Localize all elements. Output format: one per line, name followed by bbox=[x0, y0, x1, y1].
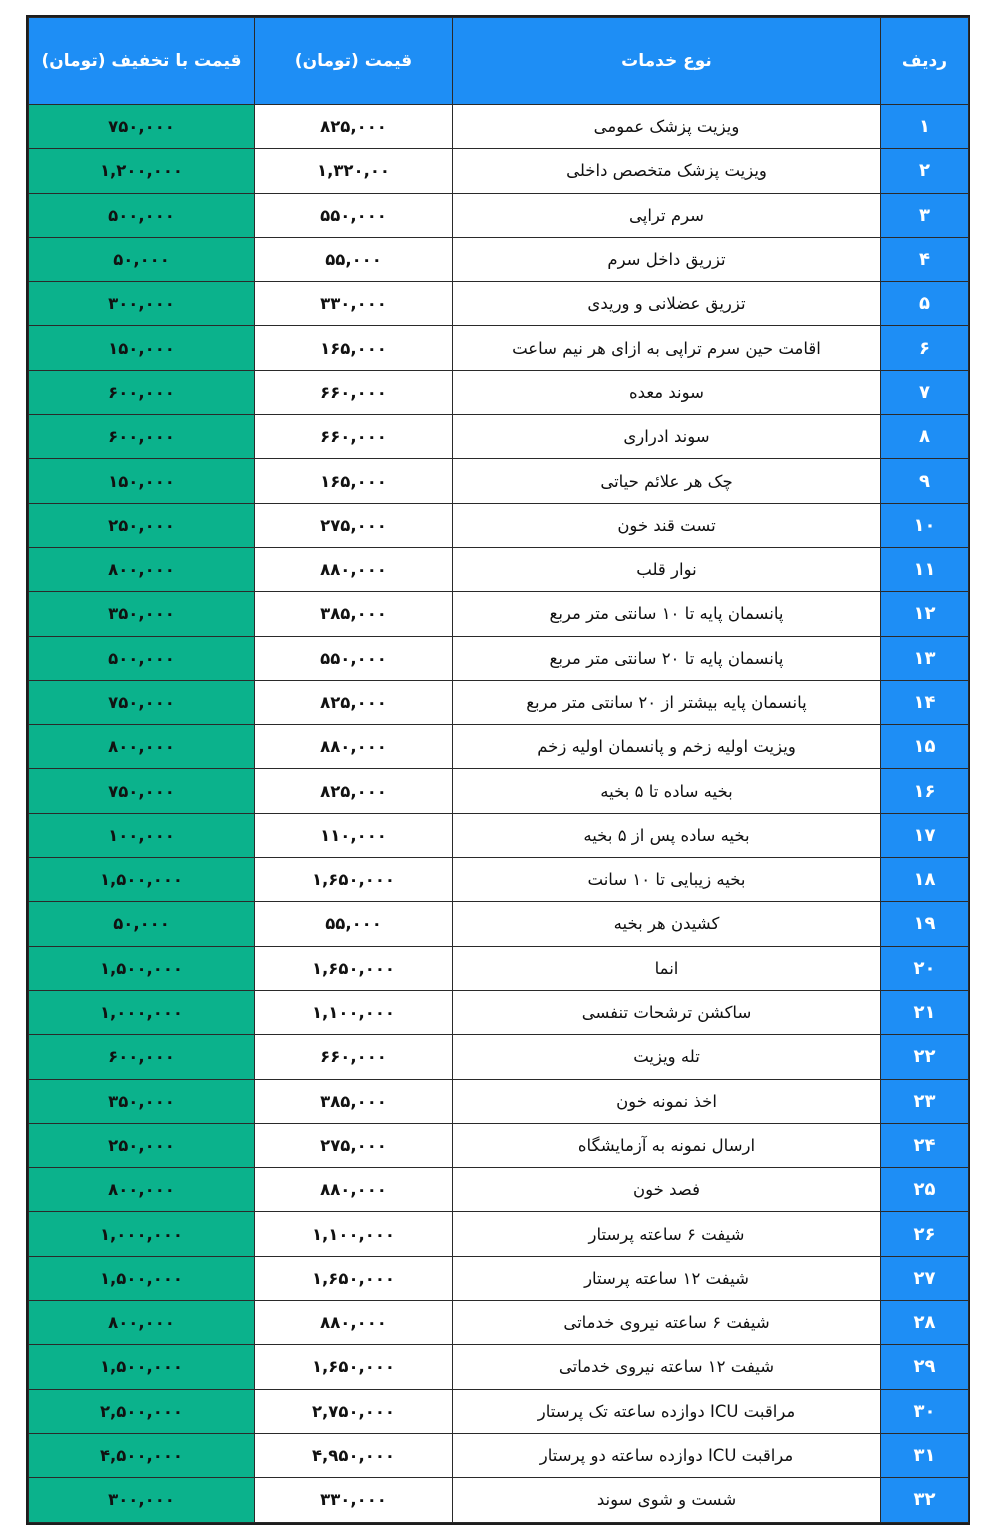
table-row bbox=[29, 725, 969, 769]
row-number-cell: ۱۱ bbox=[881, 547, 969, 591]
price-cell: ۱۱۰,۰۰۰ bbox=[255, 813, 453, 857]
row-number-cell: ۱ bbox=[881, 105, 969, 149]
table-row bbox=[29, 858, 969, 902]
price-cell: ۸۸۰,۰۰۰ bbox=[255, 547, 453, 591]
service-cell: فصد خون bbox=[453, 1168, 881, 1212]
row-number-cell: ۳۱ bbox=[881, 1433, 969, 1477]
row-number-cell: ۲۷ bbox=[881, 1256, 969, 1300]
service-cell: پانسمان پایه بیشتر از ۲۰ سانتی متر مربع bbox=[453, 680, 881, 724]
service-cell: تزریق عضلانی و وریدی bbox=[453, 282, 881, 326]
service-cell: اخذ نمونه خون bbox=[453, 1079, 881, 1123]
row-number-cell: ۷ bbox=[881, 370, 969, 414]
service-cell: ویزیت پزشک عمومی bbox=[453, 105, 881, 149]
price-cell: ۵۵۰,۰۰۰ bbox=[255, 193, 453, 237]
price-cell: ۲۷۵,۰۰۰ bbox=[255, 503, 453, 547]
discount-price-cell: ۵۰۰,۰۰۰ bbox=[29, 193, 255, 237]
service-cell: شیفت ۶ ساعته پرستار bbox=[453, 1212, 881, 1256]
service-cell: ویزیت اولیه زخم و پانسمان اولیه زخم bbox=[453, 725, 881, 769]
service-cell: ساکشن ترشحات تنفسی bbox=[453, 990, 881, 1034]
discount-price-cell: ۳۰۰,۰۰۰ bbox=[29, 1478, 255, 1522]
header-row-number: ردیف bbox=[881, 18, 969, 105]
discount-price-cell: ۸۰۰,۰۰۰ bbox=[29, 1168, 255, 1212]
row-number-cell: ۳۰ bbox=[881, 1389, 969, 1433]
discount-price-cell: ۸۰۰,۰۰۰ bbox=[29, 725, 255, 769]
discount-price-cell: ۱,۵۰۰,۰۰۰ bbox=[29, 1256, 255, 1300]
row-number-cell: ۲۹ bbox=[881, 1345, 969, 1389]
discount-price-cell: ۱۵۰,۰۰۰ bbox=[29, 459, 255, 503]
row-number-cell: ۳ bbox=[881, 193, 969, 237]
row-number-cell: ۱۴ bbox=[881, 680, 969, 724]
service-cell: شست و شوی سوند bbox=[453, 1478, 881, 1522]
price-cell: ۱۶۵,۰۰۰ bbox=[255, 326, 453, 370]
row-number-cell: ۲۰ bbox=[881, 946, 969, 990]
price-cell: ۸۲۵,۰۰۰ bbox=[255, 105, 453, 149]
price-cell: ۸۲۵,۰۰۰ bbox=[255, 769, 453, 813]
service-cell: انما bbox=[453, 946, 881, 990]
row-number-cell: ۶ bbox=[881, 326, 969, 370]
service-cell: تله ویزیت bbox=[453, 1035, 881, 1079]
price-cell: ۵۵,۰۰۰ bbox=[255, 902, 453, 946]
header-service-type: نوع خدمات bbox=[453, 18, 881, 105]
discount-price-cell: ۱۰۰,۰۰۰ bbox=[29, 813, 255, 857]
row-number-cell: ۱۲ bbox=[881, 592, 969, 636]
row-number-cell: ۹ bbox=[881, 459, 969, 503]
discount-price-cell: ۳۵۰,۰۰۰ bbox=[29, 592, 255, 636]
price-table-container bbox=[26, 15, 970, 1525]
price-cell: ۱,۳۲۰,۰۰ bbox=[255, 149, 453, 193]
discount-price-cell: ۷۵۰,۰۰۰ bbox=[29, 105, 255, 149]
price-cell: ۸۸۰,۰۰۰ bbox=[255, 1301, 453, 1345]
discount-price-cell: ۵۰,۰۰۰ bbox=[29, 902, 255, 946]
table-row bbox=[29, 946, 969, 990]
row-number-cell: ۳۲ bbox=[881, 1478, 969, 1522]
discount-price-cell: ۱,۰۰۰,۰۰۰ bbox=[29, 990, 255, 1034]
price-cell: ۳۸۵,۰۰۰ bbox=[255, 592, 453, 636]
service-cell: تزریق داخل سرم bbox=[453, 237, 881, 281]
price-cell: ۶۶۰,۰۰۰ bbox=[255, 415, 453, 459]
discount-price-cell: ۷۵۰,۰۰۰ bbox=[29, 680, 255, 724]
price-cell: ۱,۱۰۰,۰۰۰ bbox=[255, 1212, 453, 1256]
service-cell: چک هر علائم حیاتی bbox=[453, 459, 881, 503]
service-cell: سوند معده bbox=[453, 370, 881, 414]
row-number-cell: ۲ bbox=[881, 149, 969, 193]
price-cell: ۵۵,۰۰۰ bbox=[255, 237, 453, 281]
table-row bbox=[29, 990, 969, 1034]
table-row bbox=[29, 1212, 969, 1256]
discount-price-cell: ۳۰۰,۰۰۰ bbox=[29, 282, 255, 326]
table-row bbox=[29, 1345, 969, 1389]
service-cell: مراقبت ICU دوازده ساعته دو پرستار bbox=[453, 1433, 881, 1477]
price-table bbox=[28, 17, 969, 1523]
service-cell: ویزیت پزشک متخصص داخلی bbox=[453, 149, 881, 193]
price-cell: ۴,۹۵۰,۰۰۰ bbox=[255, 1433, 453, 1477]
table-row bbox=[29, 1123, 969, 1167]
service-cell: شیفت ۱۲ ساعته پرستار bbox=[453, 1256, 881, 1300]
table-row bbox=[29, 769, 969, 813]
price-cell: ۲,۷۵۰,۰۰۰ bbox=[255, 1389, 453, 1433]
service-cell: بخیه ساده تا ۵ بخیه bbox=[453, 769, 881, 813]
row-number-cell: ۱۷ bbox=[881, 813, 969, 857]
row-number-cell: ۲۱ bbox=[881, 990, 969, 1034]
discount-price-cell: ۳۵۰,۰۰۰ bbox=[29, 1079, 255, 1123]
row-number-cell: ۸ bbox=[881, 415, 969, 459]
service-cell: اقامت حین سرم تراپی به ازای هر نیم ساعت bbox=[453, 326, 881, 370]
price-cell: ۱۶۵,۰۰۰ bbox=[255, 459, 453, 503]
price-cell: ۱,۱۰۰,۰۰۰ bbox=[255, 990, 453, 1034]
table-row bbox=[29, 193, 969, 237]
service-cell: مراقبت ICU دوازده ساعته تک پرستار bbox=[453, 1389, 881, 1433]
service-cell: بخیه ساده پس از ۵ بخیه bbox=[453, 813, 881, 857]
row-number-cell: ۴ bbox=[881, 237, 969, 281]
service-cell: ارسال نمونه به آزمایشگاه bbox=[453, 1123, 881, 1167]
row-number-cell: ۲۴ bbox=[881, 1123, 969, 1167]
row-number-cell: ۱۶ bbox=[881, 769, 969, 813]
service-cell: شیفت ۶ ساعته نیروی خدماتی bbox=[453, 1301, 881, 1345]
service-cell: سرم تراپی bbox=[453, 193, 881, 237]
service-cell: پانسمان پایه تا ۱۰ سانتی متر مربع bbox=[453, 592, 881, 636]
row-number-cell: ۲۶ bbox=[881, 1212, 969, 1256]
discount-price-cell: ۸۰۰,۰۰۰ bbox=[29, 547, 255, 591]
table-row bbox=[29, 326, 969, 370]
price-cell: ۱,۶۵۰,۰۰۰ bbox=[255, 1345, 453, 1389]
discount-price-cell: ۸۰۰,۰۰۰ bbox=[29, 1301, 255, 1345]
row-number-cell: ۱۸ bbox=[881, 858, 969, 902]
table-row bbox=[29, 680, 969, 724]
header-row bbox=[29, 18, 969, 105]
table-row bbox=[29, 415, 969, 459]
price-cell: ۳۸۵,۰۰۰ bbox=[255, 1079, 453, 1123]
discount-price-cell: ۶۰۰,۰۰۰ bbox=[29, 370, 255, 414]
table-row bbox=[29, 1478, 969, 1522]
discount-price-cell: ۴,۵۰۰,۰۰۰ bbox=[29, 1433, 255, 1477]
discount-price-cell: ۲۵۰,۰۰۰ bbox=[29, 503, 255, 547]
table-row bbox=[29, 503, 969, 547]
service-cell: پانسمان پایه تا ۲۰ سانتی متر مربع bbox=[453, 636, 881, 680]
table-row bbox=[29, 1035, 969, 1079]
table-row bbox=[29, 459, 969, 503]
discount-price-cell: ۱,۰۰۰,۰۰۰ bbox=[29, 1212, 255, 1256]
price-cell: ۸۸۰,۰۰۰ bbox=[255, 1168, 453, 1212]
service-cell: سوند ادراری bbox=[453, 415, 881, 459]
table-row bbox=[29, 1079, 969, 1123]
price-cell: ۸۲۵,۰۰۰ bbox=[255, 680, 453, 724]
service-cell: بخیه زیبایی تا ۱۰ سانت bbox=[453, 858, 881, 902]
table-row bbox=[29, 370, 969, 414]
row-number-cell: ۱۰ bbox=[881, 503, 969, 547]
table-row bbox=[29, 1256, 969, 1300]
price-cell: ۶۶۰,۰۰۰ bbox=[255, 1035, 453, 1079]
price-cell: ۸۸۰,۰۰۰ bbox=[255, 725, 453, 769]
price-cell: ۳۳۰,۰۰۰ bbox=[255, 1478, 453, 1522]
row-number-cell: ۱۳ bbox=[881, 636, 969, 680]
discount-price-cell: ۵۰,۰۰۰ bbox=[29, 237, 255, 281]
row-number-cell: ۲۲ bbox=[881, 1035, 969, 1079]
row-number-cell: ۲۵ bbox=[881, 1168, 969, 1212]
discount-price-cell: ۱,۵۰۰,۰۰۰ bbox=[29, 1345, 255, 1389]
discount-price-cell: ۲۵۰,۰۰۰ bbox=[29, 1123, 255, 1167]
service-cell: کشیدن هر بخیه bbox=[453, 902, 881, 946]
table-row bbox=[29, 1389, 969, 1433]
discount-price-cell: ۱,۲۰۰,۰۰۰ bbox=[29, 149, 255, 193]
row-number-cell: ۱۹ bbox=[881, 902, 969, 946]
discount-price-cell: ۶۰۰,۰۰۰ bbox=[29, 415, 255, 459]
row-number-cell: ۲۸ bbox=[881, 1301, 969, 1345]
table-header bbox=[29, 18, 969, 105]
table-row bbox=[29, 1433, 969, 1477]
discount-price-cell: ۷۵۰,۰۰۰ bbox=[29, 769, 255, 813]
table-body bbox=[29, 105, 969, 1523]
discount-price-cell: ۱۵۰,۰۰۰ bbox=[29, 326, 255, 370]
discount-price-cell: ۱,۵۰۰,۰۰۰ bbox=[29, 946, 255, 990]
price-cell: ۶۶۰,۰۰۰ bbox=[255, 370, 453, 414]
table-row bbox=[29, 282, 969, 326]
price-cell: ۱,۶۵۰,۰۰۰ bbox=[255, 1256, 453, 1300]
table-row bbox=[29, 592, 969, 636]
table-row bbox=[29, 902, 969, 946]
service-cell: نوار قلب bbox=[453, 547, 881, 591]
row-number-cell: ۱۵ bbox=[881, 725, 969, 769]
table-row bbox=[29, 813, 969, 857]
table-row bbox=[29, 547, 969, 591]
table-row bbox=[29, 105, 969, 149]
table-row bbox=[29, 237, 969, 281]
row-number-cell: ۲۳ bbox=[881, 1079, 969, 1123]
table-row bbox=[29, 1168, 969, 1212]
header-price: قیمت (تومان) bbox=[255, 18, 453, 105]
price-cell: ۳۳۰,۰۰۰ bbox=[255, 282, 453, 326]
discount-price-cell: ۲,۵۰۰,۰۰۰ bbox=[29, 1389, 255, 1433]
price-cell: ۵۵۰,۰۰۰ bbox=[255, 636, 453, 680]
table-row bbox=[29, 636, 969, 680]
row-number-cell: ۵ bbox=[881, 282, 969, 326]
price-cell: ۱,۶۵۰,۰۰۰ bbox=[255, 858, 453, 902]
price-cell: ۱,۶۵۰,۰۰۰ bbox=[255, 946, 453, 990]
discount-price-cell: ۵۰۰,۰۰۰ bbox=[29, 636, 255, 680]
price-cell: ۲۷۵,۰۰۰ bbox=[255, 1123, 453, 1167]
discount-price-cell: ۱,۵۰۰,۰۰۰ bbox=[29, 858, 255, 902]
header-discount-price: قیمت با تخفیف (تومان) bbox=[29, 18, 255, 105]
discount-price-cell: ۶۰۰,۰۰۰ bbox=[29, 1035, 255, 1079]
service-cell: شیفت ۱۲ ساعته نیروی خدماتی bbox=[453, 1345, 881, 1389]
table-row bbox=[29, 1301, 969, 1345]
table-row bbox=[29, 149, 969, 193]
service-cell: تست قند خون bbox=[453, 503, 881, 547]
